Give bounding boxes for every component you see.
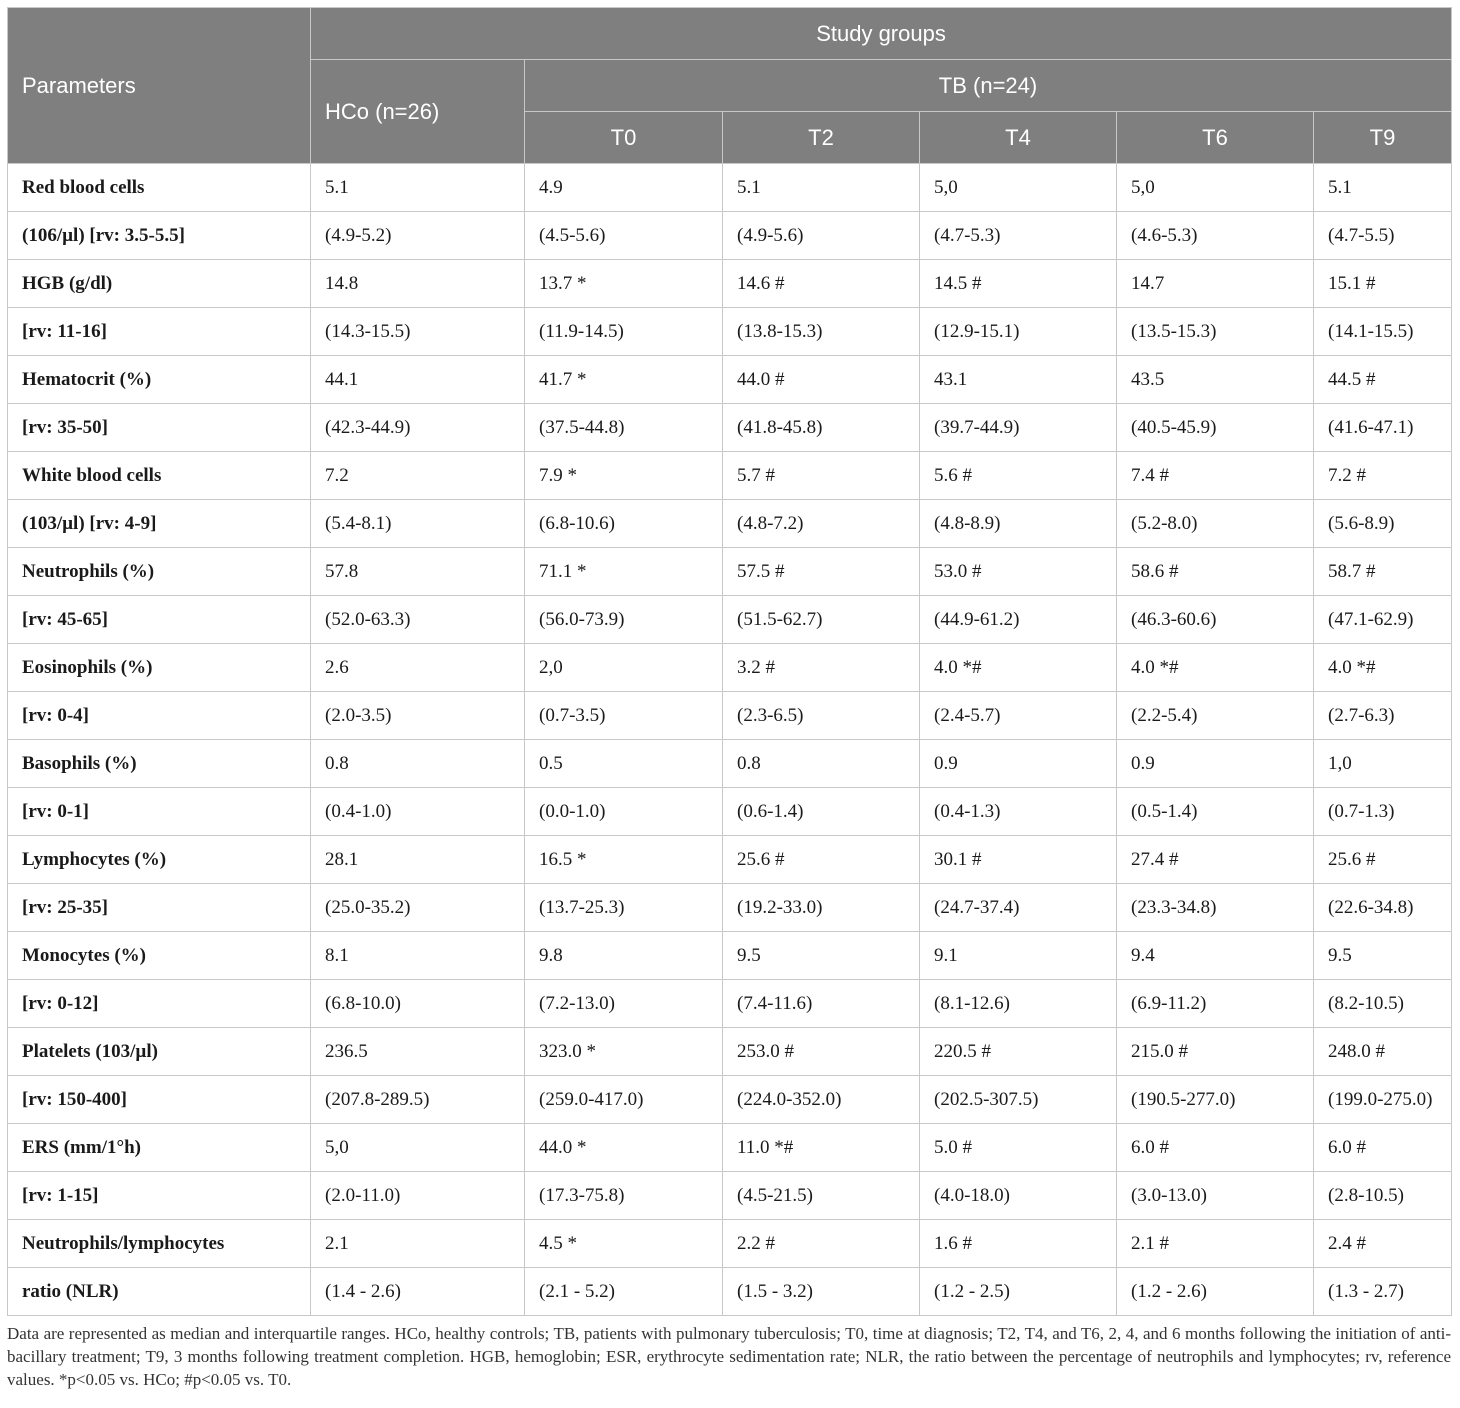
table-cell: (5.6-8.9) xyxy=(1314,500,1452,548)
table-cell: 0.8 xyxy=(311,740,525,788)
table-cell: 9.4 xyxy=(1117,932,1314,980)
table-cell: 5.1 xyxy=(723,164,920,212)
table-cell: 30.1 # xyxy=(920,836,1117,884)
row-label: Platelets (103/µl) xyxy=(8,1028,311,1076)
table-cell: (0.7-3.5) xyxy=(525,692,723,740)
table-cell: (2.7-6.3) xyxy=(1314,692,1452,740)
table-row xyxy=(8,164,1452,212)
row-label: (103/µl) [rv: 4-9] xyxy=(8,500,311,548)
table-cell: 7.2 # xyxy=(1314,452,1452,500)
table-cell: 9.1 xyxy=(920,932,1117,980)
row-label: Monocytes (%) xyxy=(8,932,311,980)
row-label: Basophils (%) xyxy=(8,740,311,788)
header-t6: T6 xyxy=(1117,112,1314,164)
row-label: Lymphocytes (%) xyxy=(8,836,311,884)
table-cell: 5.1 xyxy=(1314,164,1452,212)
row-label: [rv: 35-50] xyxy=(8,404,311,452)
table-cell: (2.8-10.5) xyxy=(1314,1172,1452,1220)
table-cell: (1.3 - 2.7) xyxy=(1314,1268,1452,1316)
table-cell: 11.0 *# xyxy=(723,1124,920,1172)
table-cell: (1.2 - 2.6) xyxy=(1117,1268,1314,1316)
table-row xyxy=(8,692,1452,740)
row-label: Neutrophils/lymphocytes xyxy=(8,1220,311,1268)
table-cell: 41.7 * xyxy=(525,356,723,404)
table-row xyxy=(8,1076,1452,1124)
row-label: [rv: 25-35] xyxy=(8,884,311,932)
table-cell: (2.4-5.7) xyxy=(920,692,1117,740)
table-cell: 1,0 xyxy=(1314,740,1452,788)
table-cell: 4.0 *# xyxy=(920,644,1117,692)
table-cell: 53.0 # xyxy=(920,548,1117,596)
table-cell: 5,0 xyxy=(311,1124,525,1172)
table-cell: (0.0-1.0) xyxy=(525,788,723,836)
table-cell: 2.2 # xyxy=(723,1220,920,1268)
table-cell: 44.5 # xyxy=(1314,356,1452,404)
table-cell: 9.5 xyxy=(723,932,920,980)
table-cell: (12.9-15.1) xyxy=(920,308,1117,356)
table-cell: 25.6 # xyxy=(723,836,920,884)
table-cell: 16.5 * xyxy=(525,836,723,884)
table-cell: 44.0 * xyxy=(525,1124,723,1172)
table-cell: (41.8-45.8) xyxy=(723,404,920,452)
row-label: [rv: 150-400] xyxy=(8,1076,311,1124)
table-cell: (7.2-13.0) xyxy=(525,980,723,1028)
table-cell: (6.9-11.2) xyxy=(1117,980,1314,1028)
table-cell: (7.4-11.6) xyxy=(723,980,920,1028)
table-cell: 5,0 xyxy=(1117,164,1314,212)
table-cell: (224.0-352.0) xyxy=(723,1076,920,1124)
table-cell: 0.9 xyxy=(1117,740,1314,788)
header-t9: T9 xyxy=(1314,112,1452,164)
row-label: Red blood cells xyxy=(8,164,311,212)
table-row xyxy=(8,596,1452,644)
table-cell: 4.0 *# xyxy=(1314,644,1452,692)
table-cell: (52.0-63.3) xyxy=(311,596,525,644)
table-cell: 27.4 # xyxy=(1117,836,1314,884)
table-row xyxy=(8,500,1452,548)
table-cell: (4.7-5.5) xyxy=(1314,212,1452,260)
row-label: (106/µl) [rv: 3.5-5.5] xyxy=(8,212,311,260)
table-cell: (13.5-15.3) xyxy=(1117,308,1314,356)
table-cell: 14.5 # xyxy=(920,260,1117,308)
table-cell: 2.6 xyxy=(311,644,525,692)
row-label: [rv: 0-4] xyxy=(8,692,311,740)
header-t4: T4 xyxy=(920,112,1117,164)
table-cell: 44.0 # xyxy=(723,356,920,404)
table-row xyxy=(8,260,1452,308)
row-label: [rv: 11-16] xyxy=(8,308,311,356)
table-row xyxy=(8,308,1452,356)
table-cell: (4.0-18.0) xyxy=(920,1172,1117,1220)
table-cell: (23.3-34.8) xyxy=(1117,884,1314,932)
table-cell: (4.7-5.3) xyxy=(920,212,1117,260)
table-cell: 3.2 # xyxy=(723,644,920,692)
table-cell: 14.6 # xyxy=(723,260,920,308)
table-cell: 5.6 # xyxy=(920,452,1117,500)
table-cell: (4.8-7.2) xyxy=(723,500,920,548)
table-row xyxy=(8,1028,1452,1076)
table-cell: 14.8 xyxy=(311,260,525,308)
table-cell: 71.1 * xyxy=(525,548,723,596)
table-row xyxy=(8,1268,1452,1316)
table-row xyxy=(8,356,1452,404)
table-row xyxy=(8,548,1452,596)
row-label: Hematocrit (%) xyxy=(8,356,311,404)
table-cell: (207.8-289.5) xyxy=(311,1076,525,1124)
table-cell: 7.9 * xyxy=(525,452,723,500)
table-cell: (259.0-417.0) xyxy=(525,1076,723,1124)
table-row xyxy=(8,740,1452,788)
table-row xyxy=(8,884,1452,932)
table-row xyxy=(8,1124,1452,1172)
table-cell: 4.5 * xyxy=(525,1220,723,1268)
table-cell: (2.3-6.5) xyxy=(723,692,920,740)
table-cell: 5.0 # xyxy=(920,1124,1117,1172)
table-cell: 4.9 xyxy=(525,164,723,212)
table-container xyxy=(7,7,1451,1391)
table-cell: (51.5-62.7) xyxy=(723,596,920,644)
table-cell: (2.1 - 5.2) xyxy=(525,1268,723,1316)
table-cell: (14.1-15.5) xyxy=(1314,308,1452,356)
row-label: ERS (mm/1°h) xyxy=(8,1124,311,1172)
table-cell: 58.6 # xyxy=(1117,548,1314,596)
table-cell: (11.9-14.5) xyxy=(525,308,723,356)
table-cell: 2,0 xyxy=(525,644,723,692)
table-cell: (42.3-44.9) xyxy=(311,404,525,452)
row-label: [rv: 0-1] xyxy=(8,788,311,836)
table-cell: 44.1 xyxy=(311,356,525,404)
header-hco: HCo (n=26) xyxy=(311,60,525,164)
table-cell: (5.4-8.1) xyxy=(311,500,525,548)
table-cell: 253.0 # xyxy=(723,1028,920,1076)
table-cell: 5.7 # xyxy=(723,452,920,500)
table-cell: (13.8-15.3) xyxy=(723,308,920,356)
table-row xyxy=(8,404,1452,452)
table-cell: (41.6-47.1) xyxy=(1314,404,1452,452)
table-cell: (22.6-34.8) xyxy=(1314,884,1452,932)
table-cell: 15.1 # xyxy=(1314,260,1452,308)
table-cell: (8.2-10.5) xyxy=(1314,980,1452,1028)
table-cell: 0.9 xyxy=(920,740,1117,788)
table-cell: (4.9-5.6) xyxy=(723,212,920,260)
table-cell: (0.4-1.0) xyxy=(311,788,525,836)
table-cell: 2.4 # xyxy=(1314,1220,1452,1268)
table-row xyxy=(8,1220,1452,1268)
table-cell: (19.2-33.0) xyxy=(723,884,920,932)
table-row xyxy=(8,644,1452,692)
table-row xyxy=(8,788,1452,836)
table-cell: 323.0 * xyxy=(525,1028,723,1076)
table-cell: 9.8 xyxy=(525,932,723,980)
table-cell: (14.3-15.5) xyxy=(311,308,525,356)
table-cell: 4.0 *# xyxy=(1117,644,1314,692)
table-row xyxy=(8,836,1452,884)
table-cell: 7.2 xyxy=(311,452,525,500)
row-label: [rv: 0-12] xyxy=(8,980,311,1028)
table-cell: (3.0-13.0) xyxy=(1117,1172,1314,1220)
table-cell: (6.8-10.6) xyxy=(525,500,723,548)
table-cell: 28.1 xyxy=(311,836,525,884)
row-label: ratio (NLR) xyxy=(8,1268,311,1316)
row-label: [rv: 1-15] xyxy=(8,1172,311,1220)
table-cell: 14.7 xyxy=(1117,260,1314,308)
table-row xyxy=(8,212,1452,260)
table-cell: (4.9-5.2) xyxy=(311,212,525,260)
table-cell: (4.8-8.9) xyxy=(920,500,1117,548)
blood-parameters-table xyxy=(7,7,1452,1316)
table-cell: 57.8 xyxy=(311,548,525,596)
table-cell: 2.1 xyxy=(311,1220,525,1268)
table-cell: (2.0-3.5) xyxy=(311,692,525,740)
header-parameters: Parameters xyxy=(8,8,311,164)
table-cell: 8.1 xyxy=(311,932,525,980)
table-cell: (0.5-1.4) xyxy=(1117,788,1314,836)
row-label: [rv: 45-65] xyxy=(8,596,311,644)
row-label: White blood cells xyxy=(8,452,311,500)
table-cell: 236.5 xyxy=(311,1028,525,1076)
table-cell: (6.8-10.0) xyxy=(311,980,525,1028)
row-label: Eosinophils (%) xyxy=(8,644,311,692)
header-t0: T0 xyxy=(525,112,723,164)
table-cell: (2.2-5.4) xyxy=(1117,692,1314,740)
header-tb: TB (n=24) xyxy=(525,60,1452,112)
table-row xyxy=(8,932,1452,980)
header-t2: T2 xyxy=(723,112,920,164)
table-cell: (0.6-1.4) xyxy=(723,788,920,836)
table-cell: (4.5-5.6) xyxy=(525,212,723,260)
table-cell: (17.3-75.8) xyxy=(525,1172,723,1220)
table-cell: 43.1 xyxy=(920,356,1117,404)
table-cell: 57.5 # xyxy=(723,548,920,596)
table-cell: 215.0 # xyxy=(1117,1028,1314,1076)
table-body xyxy=(8,164,1452,1316)
table-cell: (24.7-37.4) xyxy=(920,884,1117,932)
header-study-groups: Study groups xyxy=(311,8,1452,60)
table-cell: 6.0 # xyxy=(1117,1124,1314,1172)
table-cell: (2.0-11.0) xyxy=(311,1172,525,1220)
table-cell: (25.0-35.2) xyxy=(311,884,525,932)
table-cell: 7.4 # xyxy=(1117,452,1314,500)
table-cell: (202.5-307.5) xyxy=(920,1076,1117,1124)
table-cell: (4.5-21.5) xyxy=(723,1172,920,1220)
table-cell: 0.5 xyxy=(525,740,723,788)
table-cell: 248.0 # xyxy=(1314,1028,1452,1076)
table-cell: (0.4-1.3) xyxy=(920,788,1117,836)
table-cell: 1.6 # xyxy=(920,1220,1117,1268)
table-cell: (13.7-25.3) xyxy=(525,884,723,932)
table-row xyxy=(8,980,1452,1028)
table-cell: (46.3-60.6) xyxy=(1117,596,1314,644)
table-header xyxy=(8,8,1452,164)
table-cell: 43.5 xyxy=(1117,356,1314,404)
table-footnote: Data are represented as median and interquartile ranges. HCo, healthy controls; TB, patients with pulmonary tuberculosis; T0, time at diagnosis; T2, T4, and T6, 2, 4, and 6 months following the initiation of anti-bacillary treatment; T9, 3 months following treatment completion. HGB, hemoglobin; ESR, erythrocyte sedimentation rate; NLR, the ratio between the percentage of neutrophils and lymphocytes; rv, reference values. *p<0.05 vs. HCo; #p<0.05 vs. T0. xyxy=(7,1324,1451,1389)
table-row xyxy=(8,1172,1452,1220)
table-cell: (8.1-12.6) xyxy=(920,980,1117,1028)
table-cell: 2.1 # xyxy=(1117,1220,1314,1268)
table-cell: (190.5-277.0) xyxy=(1117,1076,1314,1124)
table-cell: 5.1 xyxy=(311,164,525,212)
table-cell: (44.9-61.2) xyxy=(920,596,1117,644)
table-cell: 25.6 # xyxy=(1314,836,1452,884)
table-cell: 9.5 xyxy=(1314,932,1452,980)
table-cell: (0.7-1.3) xyxy=(1314,788,1452,836)
table-cell: (199.0-275.0) xyxy=(1314,1076,1452,1124)
table-cell: 220.5 # xyxy=(920,1028,1117,1076)
table-cell: 6.0 # xyxy=(1314,1124,1452,1172)
table-cell: (47.1-62.9) xyxy=(1314,596,1452,644)
table-cell: (1.2 - 2.5) xyxy=(920,1268,1117,1316)
row-label: Neutrophils (%) xyxy=(8,548,311,596)
table-cell: (39.7-44.9) xyxy=(920,404,1117,452)
table-row xyxy=(8,452,1452,500)
table-cell: 58.7 # xyxy=(1314,548,1452,596)
table-cell: (5.2-8.0) xyxy=(1117,500,1314,548)
table-cell: 5,0 xyxy=(920,164,1117,212)
table-cell: 0.8 xyxy=(723,740,920,788)
row-label: HGB (g/dl) xyxy=(8,260,311,308)
table-cell: (4.6-5.3) xyxy=(1117,212,1314,260)
table-cell: (1.4 - 2.6) xyxy=(311,1268,525,1316)
table-cell: (56.0-73.9) xyxy=(525,596,723,644)
table-cell: (1.5 - 3.2) xyxy=(723,1268,920,1316)
table-cell: (37.5-44.8) xyxy=(525,404,723,452)
table-cell: 13.7 * xyxy=(525,260,723,308)
table-cell: (40.5-45.9) xyxy=(1117,404,1314,452)
